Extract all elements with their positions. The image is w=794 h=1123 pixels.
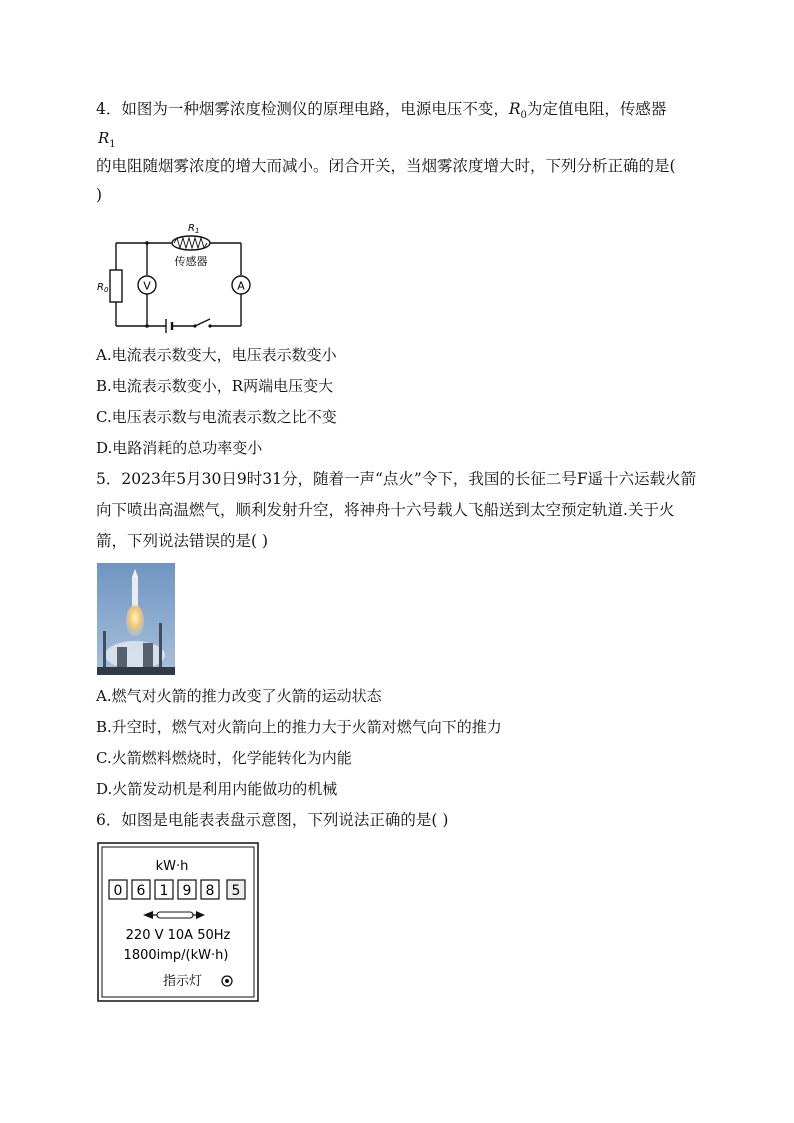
q4-option-a: A.电流表示数变大，电压表示数变小	[96, 346, 337, 364]
meter-indicator-label: 指示灯	[163, 974, 203, 989]
rocket-flame	[126, 605, 144, 637]
q5-stem-line1: 5．2023年5月30日9时31分，随着一声“点火”令下，我国的长征二号F遥十六运载火箭	[96, 470, 697, 488]
svg-text:R1: $R_1$	[188, 223, 200, 235]
q4-option-c: C.电压表示数与电流表示数之比不变	[96, 408, 337, 426]
meter-spec-imp: 1800imp/(kW·h)	[123, 948, 229, 963]
q5-option-c: C.火箭燃料燃烧时，化学能转化为内能	[96, 749, 352, 767]
svg-text:5: 5	[231, 883, 241, 899]
svg-text:R0: $R_0$	[97, 282, 109, 294]
q5-option-a: A.燃气对火箭的推力改变了火箭的运动状态	[96, 687, 382, 705]
q4-stem-line1: 4．如图为一种烟雾浓度检测仪的原理电路，电源电压不变，$R_0$为定值电阻，传感器	[96, 100, 667, 122]
q4-sensor-symbol: $R_1$	[98, 129, 116, 150]
svg-text:8: 8	[205, 883, 215, 899]
svg-text:1: 1	[159, 883, 169, 899]
q4-stem-line3: )	[96, 186, 103, 204]
q5-stem-line3: 箭，下列说法错误的是( )	[96, 532, 269, 550]
q4-stem-line2: 的电阻随烟雾浓度的增大而减小。闭合开关，当烟雾浓度增大时，下列分析正确的是(	[96, 157, 676, 175]
meter-spec-voltage: 220 V 10A 50Hz	[125, 928, 231, 943]
electricity-meter-diagram	[97, 842, 259, 1002]
svg-text:6: 6	[136, 883, 146, 899]
rocket-launch-photo	[97, 563, 175, 675]
rocket-body	[132, 577, 138, 607]
svg-text:A: A	[237, 279, 245, 293]
q5-option-b: B.升空时，燃气对火箭向上的推力大于火箭对燃气向下的推力	[96, 718, 502, 736]
meter-unit: kW·h	[155, 859, 189, 874]
svg-text:0: 0	[113, 883, 123, 899]
svg-text:9: 9	[182, 883, 192, 899]
q5-stem-line2: 向下喷出高温燃气，顺利发射升空，将神舟十六号载人飞船送到太空预定轨道.关于火	[96, 501, 675, 519]
q4-option-d: D.电路消耗的总功率变小	[96, 439, 263, 457]
sensor-label: 传感器	[174, 255, 208, 268]
r0-resistor	[110, 270, 122, 302]
q6-stem-line1: 6．如图是电能表表盘示意图，下列说法正确的是( )	[96, 811, 449, 829]
q4-option-b: B.电流表示数变小，R两端电压变大	[96, 377, 334, 395]
switch	[195, 319, 210, 326]
q5-option-d: D.火箭发动机是利用内能做功的机械	[96, 780, 338, 798]
circuit-diagram	[94, 218, 264, 334]
exhaust-smoke	[105, 641, 165, 669]
svg-text:V: V	[143, 279, 151, 293]
